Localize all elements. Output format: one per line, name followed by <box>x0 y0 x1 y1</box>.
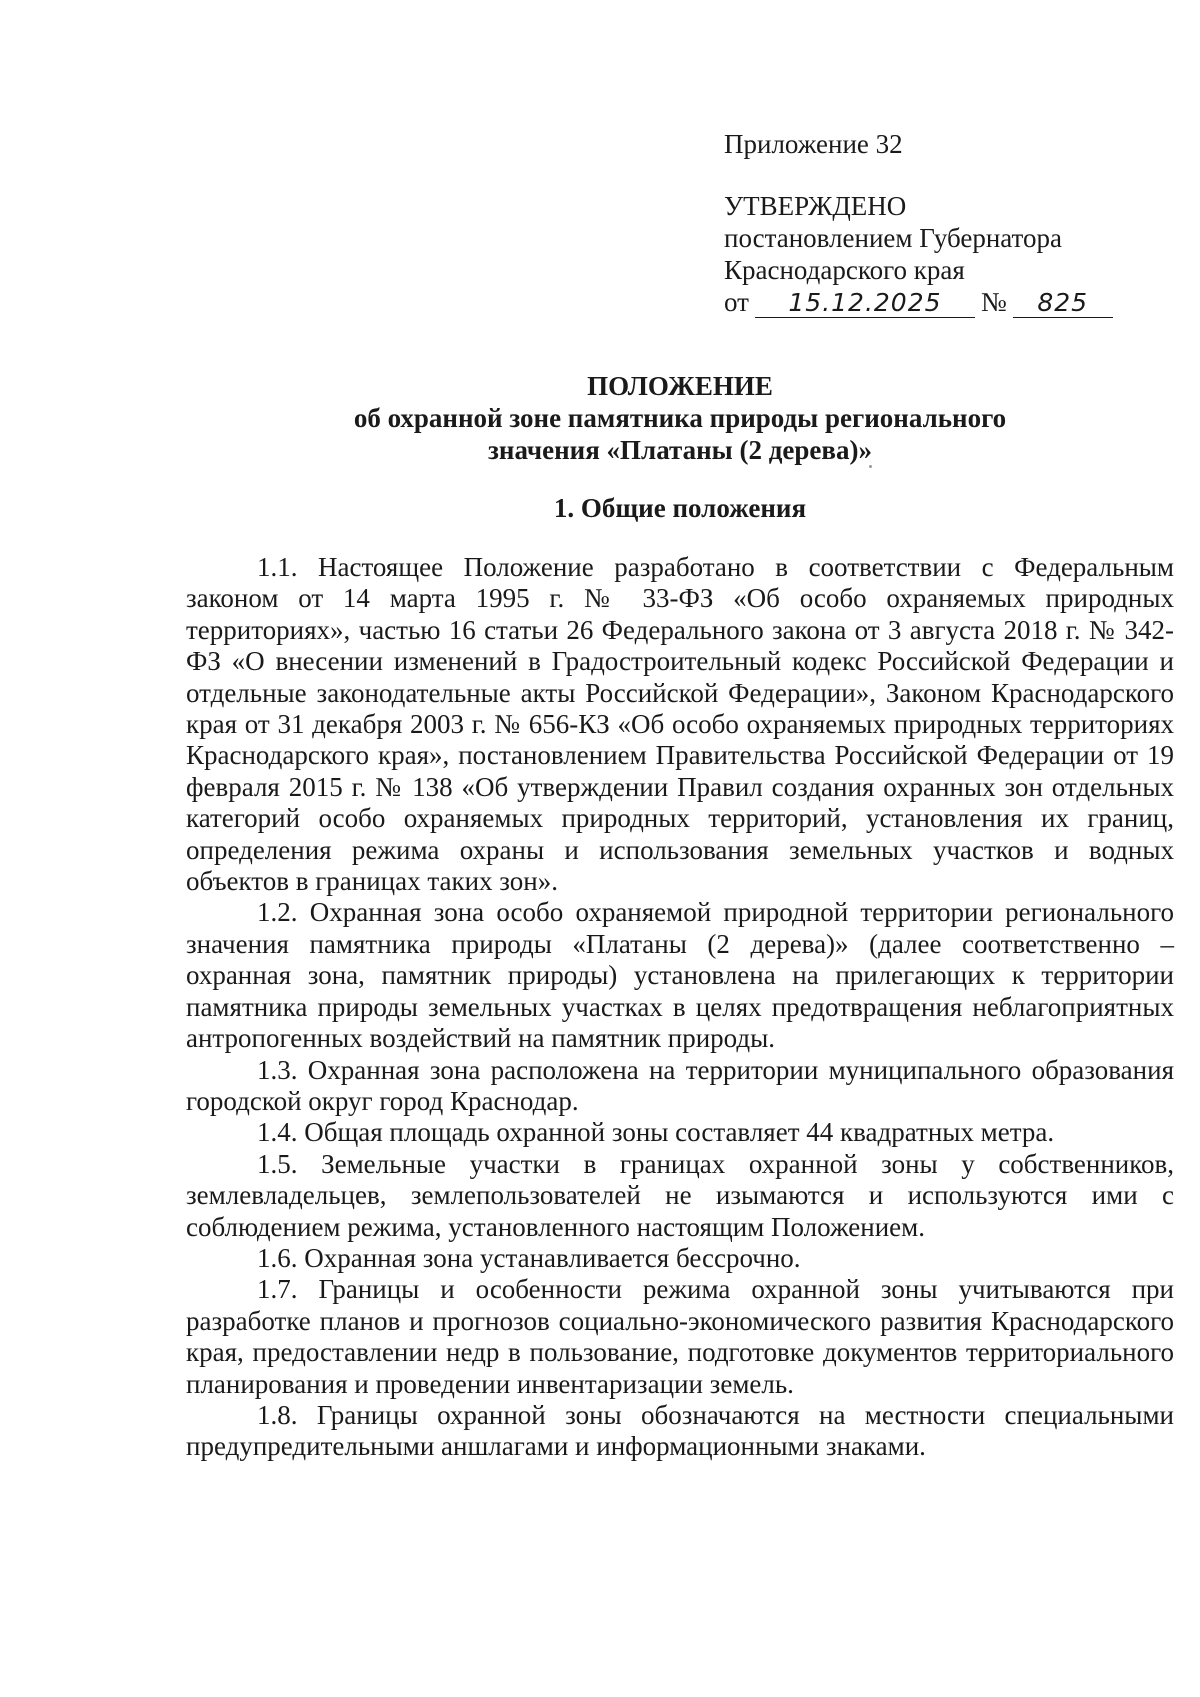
paragraph-1-6: 1.6. Охранная зона устанавливается бессрочно. <box>257 1242 801 1273</box>
approved-by-line-2: Краснодарского края <box>724 255 965 285</box>
scan-speck <box>869 465 872 468</box>
document-title <box>186 370 1174 466</box>
paragraph-1-1: 1.1. Настоящее Положение разработано в соответствии с Федеральным законом от 14 марта 1995 г. № 33-ФЗ «Об особо охраняемых природных территориях», частью 16 статьи 26 Федерального закона от 3 августа 2018 г. № 342-ФЗ «О внесении изменений в Градостроительный кодекс Российской Федерации и отдельные законодательные акты Российской Федерации», Законом Краснодарского края от 31 декабря 2003 г. № 656-КЗ «Об особо охраняемых природных территориях Краснодарского края», постановлением Правительства Российской Федерации от 19 февраля 2015 г. № 138 «Об утверждении Правил создания охранных зон отдельных категорий особо охраняемых природных территорий, установления их границ, определения режима охраны и использования земельных участков и водных объектов в границах таких зон». <box>186 552 1174 897</box>
handwritten-number: 825 <box>1013 289 1113 318</box>
paragraph-1-4: 1.4. Общая площадь охранной зоны составляет 44 квадратных метра. <box>257 1117 1055 1148</box>
date-number-line <box>724 286 1164 318</box>
document-body <box>186 552 1174 1463</box>
paragraph-1-2: 1.2. Охранная зона особо охраняемой природной территории регионального значения памятника природы «Платаны (2 дерева)» (далее соответственно – охранная зона, памятник природы) установлена на прилегающих к территории памятника природы земельных участках в целях предотвращения неблагоприятных антропогенных воздействий на памятник природы. <box>186 897 1174 1054</box>
section-heading: 1. Общие положения <box>553 493 807 523</box>
approved-by-line-1: постановлением Губернатора <box>724 223 1062 253</box>
number-prefix: № <box>980 287 1007 317</box>
approved-label: УТВЕРЖДЕНО <box>724 191 907 221</box>
title-line-2: об охранной зоне памятника природы регионального <box>353 403 1007 433</box>
paragraph-1-7: 1.7. Границы и особенности режима охранной зоны учитываются при разработке планов и прогнозов социально-экономического развития Краснодарского края, предоставлении недр в пользование, подготовке документов территориального планирования и проведении инвентаризации земель. <box>186 1274 1174 1399</box>
paragraph-1-5: 1.5. Земельные участки в границах охранной зоны у собственников, землевладельцев, землепользователей не изымаются и используются ими с соблюдением режима, установленного настоящим Положением. <box>186 1148 1174 1242</box>
paragraph-1-3: 1.3. Охранная зона расположена на территории муниципального образования городской округ город Краснодар. <box>186 1054 1174 1116</box>
title-line-3: значения «Платаны (2 дерева)» <box>488 435 872 465</box>
paragraph-1-8: 1.8. Границы охранной зоны обозначаются на местности специальными предупредительными аншлагами и информационными знаками. <box>186 1399 1174 1462</box>
handwritten-date: 15.12.2025 <box>755 289 975 318</box>
date-prefix: от <box>724 287 749 317</box>
approval-stamp-block <box>724 128 1164 318</box>
appendix-label: Приложение 32 <box>724 129 903 159</box>
title-line-1: ПОЛОЖЕНИЕ <box>587 371 773 401</box>
